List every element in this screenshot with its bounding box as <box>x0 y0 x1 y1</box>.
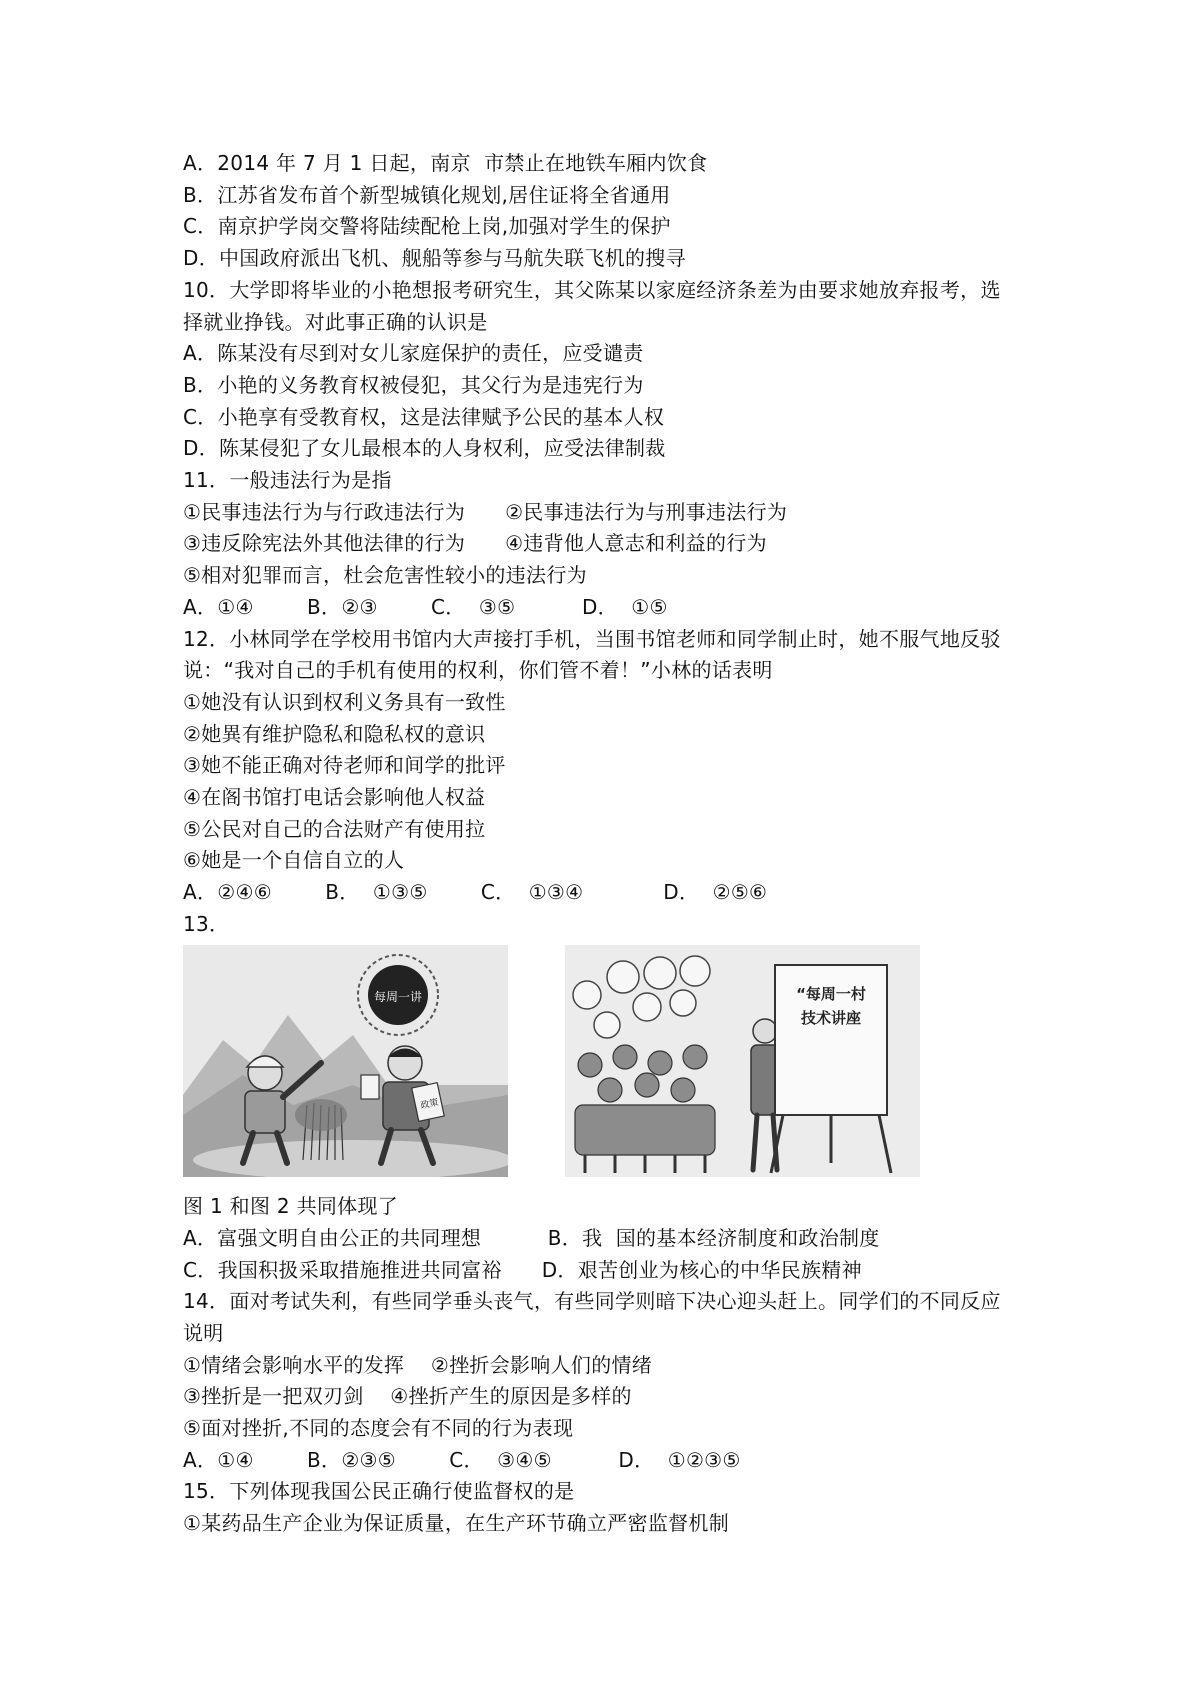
figure-1-banner-text: 每周一讲 <box>373 990 423 1004</box>
text-line: A．陈某没有尽到对女儿家庭保护的责任，应受谴责 <box>183 341 644 365</box>
figure-2-board-line-1: “每周一村 <box>796 985 866 1003</box>
question-10-stem: 10．大学即将毕业的小艳想报考研究生，其父陈某以家庭经济条差为由要求她放弃报考，选 <box>183 278 1001 302</box>
text-line: ⑤相对犯罪而言，杜会危害性较小的违法行为 <box>183 563 587 587</box>
text-line: ①某药品生产企业为保证质量，在生产环节确立严密监督机制 <box>183 1511 730 1535</box>
figure-1-cartoon <box>183 945 508 1177</box>
figure-2-board-line-2: 技术讲座 <box>800 1009 862 1027</box>
text-line: 说：“我对自己的手机有使用的权利，你们管不着！”小林的话表明 <box>183 658 773 682</box>
text-line: ⑤公民对自己的合法财产有使用拉 <box>183 817 486 841</box>
text-line: ⑤面对挫折,不同的态度会有不同的行为表现 <box>183 1416 574 1440</box>
question-11-stem: 11．一般违法行为是指 <box>183 468 392 492</box>
answer-choices: A．①④ B．②③ C． ③⑤ D． ①⑤ <box>183 595 668 619</box>
text-line: ①她没有认识到权利义务具有一致性 <box>183 690 506 714</box>
text-line: 说明 <box>183 1321 224 1345</box>
answer-choices: A．②④⑥ B． ①③⑤ C． ①③④ D． ②⑤⑥ <box>183 880 768 904</box>
answer-choices: C．我国积扱采取措施推进共同富裕 D．艰苦创业为核心的中华民族精神 <box>183 1258 862 1282</box>
text-line: B．江苏省发布首个新型城镇化规划,居住证将全省通用 <box>183 183 671 207</box>
text-line: ③挫折是一把双刃剑 ④挫折产生的原因是多样的 <box>183 1384 632 1408</box>
text-line: C．南京护学岗交警将陆续配枪上岗,加强对学生的保护 <box>183 214 671 238</box>
question-13-stem: 13． <box>183 912 230 936</box>
question-12-stem: 12．小林同学在学校用书馆内大声接打手机，当围书馆老师和同学制止时，她不服气地反驳 <box>183 627 1001 651</box>
figure-1-doc-text: 政策 <box>419 1097 440 1112</box>
question-14-stem: 14．面对考试失利，有些同学垂头丧气，有些同学则暗下决心迎头赶上。同学们的不同反应 <box>183 1289 1001 1313</box>
text-line: 图 1 和图 2 共同体现了 <box>183 1194 399 1218</box>
text-line: A．2014 年 7 月 1 日起，南京 市禁止在地铁车厢内饮食 <box>183 151 708 175</box>
text-line: D．陈某侵犯了女儿最根本的人身权利，应受法律制裁 <box>183 436 666 460</box>
text-line: ①情绪会影响水平的发挥 ②挫折会影响人们的情绪 <box>183 1353 653 1377</box>
text-line: D．中国政府派出飞机、舰船等参与马航失联飞机的搜寻 <box>183 246 686 270</box>
answer-choices: A．富强文明自由公正的共同理想 B．我 国的基本经济制度和政治制度 <box>183 1226 880 1250</box>
text-line: C．小艳享有受教育权，这是法律赋予公民的基本人权 <box>183 405 665 429</box>
text-line: B．小艳的义务教育权被侵犯，其父行为是违宪行为 <box>183 373 644 397</box>
question-15-stem: 15．下列体现我国公民正确行使监督权的是 <box>183 1479 575 1503</box>
text-line: ②她異有维护隐私和隐私权的意识 <box>183 722 486 746</box>
text-line: ④在阁书馆打电话会影响他人权益 <box>183 785 486 809</box>
text-line: ③她不能正确对待老师和间学的批评 <box>183 753 506 777</box>
text-line: ⑥她是一个自信自立的人 <box>183 848 405 872</box>
text-line: ③违反除宪法外其他法律的行为 ④违背他人意志和利益的行为 <box>183 531 767 555</box>
figure-2-cartoon <box>565 945 920 1177</box>
text-line: ①民事违法行为与行政违法行为 ②民事违法行为与刑事违法行为 <box>183 500 788 524</box>
text-line: 择就业挣钱。对此事正确的认识是 <box>183 310 488 334</box>
answer-choices: A．①④ B．②③⑤ C． ③④⑤ D． ①②③⑤ <box>183 1448 741 1472</box>
